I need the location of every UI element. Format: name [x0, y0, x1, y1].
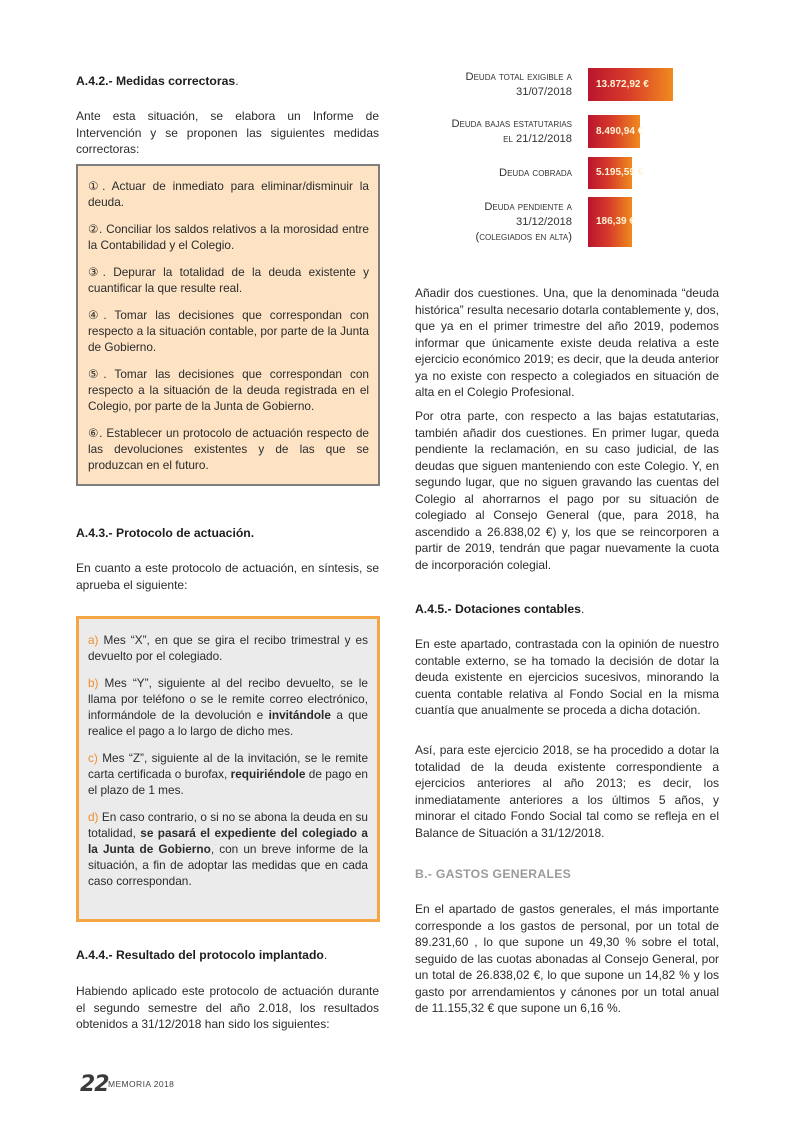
protocol-step-a: a) Mes “X”, en que se gira el recibo trimestral y es devuelto por el colegiado.: [88, 633, 368, 663]
chart-category-label: Deuda cobrada: [499, 166, 572, 179]
section-a43-intro: En cuanto a este protocolo de actuación, en síntesis, se aprueba el siguiente:: [76, 561, 379, 592]
right-paragraph-2: Por otra parte, con respecto a las bajas estatutarias, también añadir dos cuestiones. En primer lugar, queda pendiente la reclamación, en su caso judicial, de las deudas que siguen manteniendo con este Colegio. Y, en segundo lugar, que no siguen gravando las cuentas del Colegio al ahorrarnos el pago por su situación de colegiado al Consejo General (que, para 2018, ha ascendido a 26.838,02 €) y, los que se reincorporen a partir de 2019, tendrán que pagar nuevamente la cuota de incorporación colegial.: [415, 409, 719, 572]
section-b-heading: B.- GASTOS GENERALES: [415, 867, 572, 881]
section-a44-text: Habiendo aplicado este protocolo de actuación durante el segundo semestre del año 2.018, los resultados obtenidos a 31/12/2018 han sido los siguientes:: [76, 984, 379, 1031]
chart-value-label: 8.490,94 €: [596, 125, 644, 137]
section-a45-paragraph-2: Así, para este ejercicio 2018, se ha procedido a dotar la totalidad de la deuda existente correspondiente a ejercicios anteriores al año 2013; es decir, los inmediatamente anteriores a los últimos 5 años, y minorar el citado Fondo Social tal como se refleja en el Balance de Situación a 31/12/2018.: [415, 743, 719, 840]
chart-category-label: Deuda bajas estatutarias el 21/12/2018: [451, 117, 572, 145]
corrective-measures-box: [76, 164, 380, 486]
measure-item: ②. Conciliar los saldos relativos a la morosidad entre la Contabilidad y el Colegio.: [88, 222, 369, 252]
section-a45-paragraph-1: En este apartado, contrastada con la opinión de nuestro contable externo, se ha tomado la decisión de dotar la deuda existente en ejercicios sucesivos, minorando la cuenta contable relativa al Fondo Social en la misma cuantía que anualmente se proceda a dicha dotación.: [415, 637, 719, 717]
section-a44-heading: A.4.4.- Resultado del protocolo implantado.: [76, 948, 328, 962]
measure-item: ①. Actuar de inmediato para eliminar/disminuir la deuda.: [88, 179, 369, 209]
protocol-steps-box: [76, 616, 380, 922]
protocol-step-b: b) Mes “Y”, siguiente al del recibo devuelto, se le llama por teléfono o se le remite correo electrónico, informándole de la devolución e invitándole a que realice el pago a lo largo de dicho mes.: [88, 676, 368, 738]
chart-value-label: 5.195,59 €: [596, 167, 644, 178]
section-a43-heading: A.4.3.- Protocolo de actuación.: [76, 526, 255, 540]
protocol-step-d: d) En caso contrario, o si no se abona la deuda en su totalidad, se pasará el expediente del colegiado a la Junta de Gobierno, con un breve informe de la situación, a fin de adoptar las medidas que en cada caso correspondan.: [88, 810, 368, 888]
measure-item: ③. Depurar la totalidad de la deuda existente y cuantificar la que resulte real.: [88, 265, 369, 295]
section-a45-heading: A.4.5.- Dotaciones contables.: [415, 602, 585, 616]
section-a42-heading: A.4.2.- Medidas correctoras.: [76, 74, 239, 88]
chart-value-label: 186,39 €: [596, 216, 635, 227]
chart-value-label: 13.872,92 €: [596, 78, 649, 90]
page-number: 22: [80, 1072, 109, 1097]
measure-item: ⑤. Tomar las decisiones que correspondan con respecto a la situación de la deuda registrada en el Colegio, por parte de la Junta de Gobierno.: [88, 367, 369, 413]
section-b-text: En el apartado de gastos generales, el más importante corresponde a los gastos de personal, por un total de 89.231,60 , lo que supone un 49,30 % sobre el total, seguido de las cuotas abonadas al Consejo General, por un total de 26.838,02 €, lo que supone un 14,82 % y los gasto por arrendamientos y cánones por un total anual de 11.155,32 € que supone un 6,16 %.: [415, 902, 719, 1015]
chart-category-label: Deuda pendiente a 31/12/2018 (colegiados en alta): [475, 200, 572, 243]
right-paragraph-1: Añadir dos cuestiones. Una, que la denominada “deuda histórica” resulta necesario dotarla contablemente y, dos, que ya en el primer trimestre del año 2019, podemos informar que únicamente existe deuda relativa a este ejercicio económico 2019; es decir, que la deuda anterior ya no existe con respecto a colegiados en situación de alta en el Colegio Profesional.: [415, 286, 719, 399]
measure-item: ⑥. Establecer un protocolo de actuación respecto de las devoluciones existentes y de las que se produzcan en el futuro.: [88, 426, 369, 472]
footer-label: MEMORIA 2018: [108, 1079, 175, 1089]
chart-category-label: Deuda total exigible a 31/07/2018: [465, 70, 572, 98]
section-a42-intro: Ante esta situación, se elabora un Informe de Intervención y se proponen las siguientes medidas correctoras:: [76, 109, 379, 156]
measure-item: ④. Tomar las decisiones que correspondan con respecto a la situación contable, por parte de la Junta de Gobierno.: [88, 308, 369, 354]
protocol-step-c: c) Mes “Z”, siguiente al de la invitación, se le remite carta certificada o burofax, requiriéndole de pago en el plazo de 1 mes.: [88, 751, 368, 797]
